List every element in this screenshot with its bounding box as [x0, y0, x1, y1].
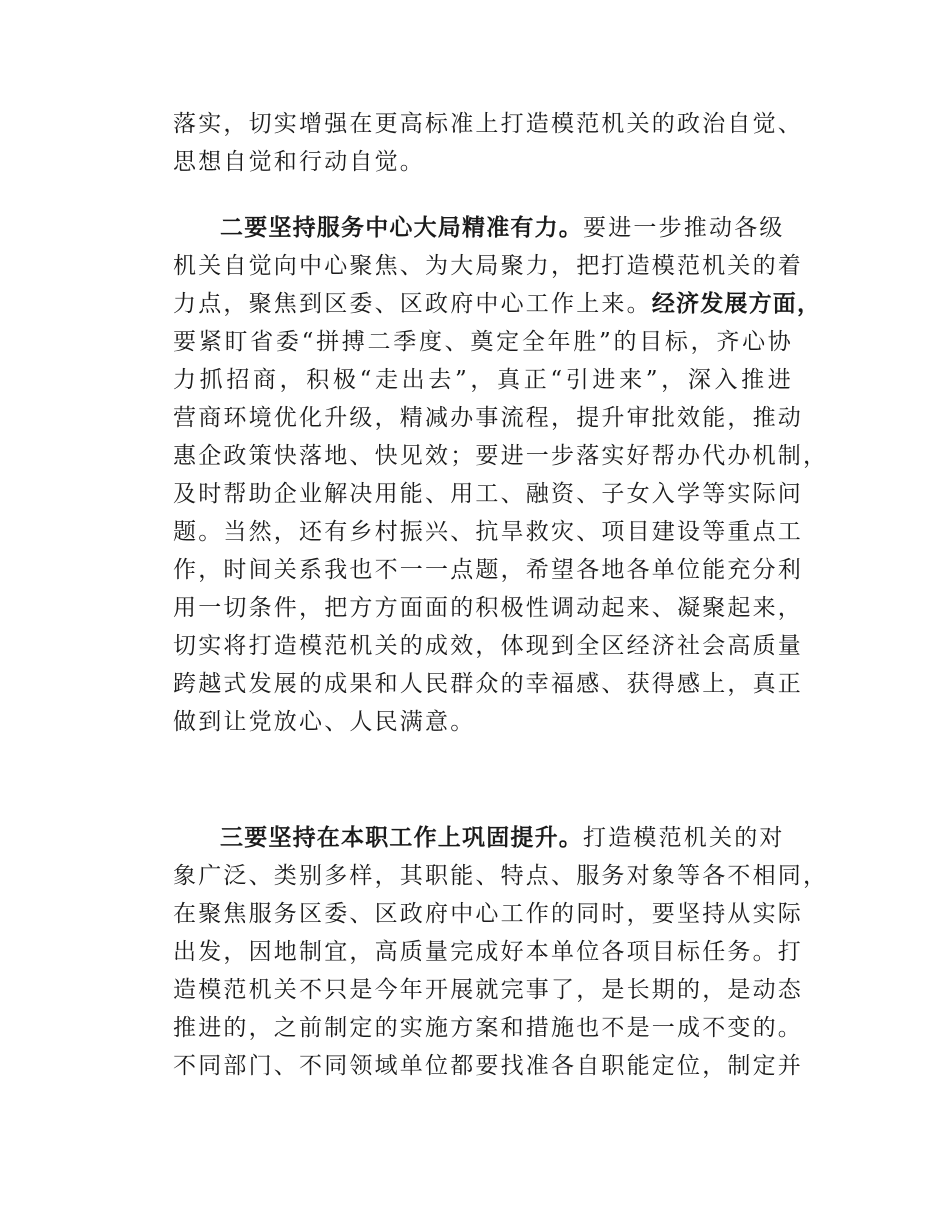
text-line: 题。当然，还有乡村振兴、抗旱救灾、项目建设等重点工: [173, 519, 803, 545]
text-line: 营商环境优化升级，精减办事流程，提升审批效能，推动: [173, 405, 803, 431]
text-run: 要进一步推动各级: [583, 215, 785, 241]
text-line: 思想自觉和行动自觉。: [173, 149, 425, 175]
text-line: 作，时间关系我也不一一点题，希望各地各单位能充分利: [173, 557, 803, 583]
text-line: 落实，切实增强在更高标准上打造模范机关的政治自觉、: [173, 111, 803, 137]
text-line: 出发，因地制宜，高质量完成好本单位各项目标任务。打: [173, 939, 803, 965]
text-line: 做到让党放心、人民满意。: [173, 709, 476, 735]
text-line: 在聚焦服务区委、区政府中心工作的同时，要坚持从实际: [173, 901, 803, 927]
text-line: [173, 819, 793, 857]
text-line: 及时帮助企业解决用能、用工、融资、子女入学等实际问: [173, 481, 803, 507]
text-line: 要紧盯省委“拼搏二季度、奠定全年胜”的目标，齐心协: [173, 329, 793, 355]
text-line: 力抓招商，积极“走出去”，真正“引进来”，深入推进: [173, 367, 793, 393]
text-run: 力点，聚焦到区委、区政府中心工作上来。: [173, 291, 652, 317]
paragraph-1: [173, 105, 803, 181]
text-line: 跨越式发展的成果和人民群众的幸福感、获得感上，真正: [173, 671, 803, 697]
text-run: 打造模范机关的对: [583, 825, 785, 851]
text-line: 机关自觉向中心聚焦、为大局聚力，把打造模范机关的着: [173, 253, 803, 279]
paragraph-heading: 三要坚持在本职工作上巩固提升。: [220, 825, 583, 851]
text-line: 用一切条件，把方方面面的积极性调动起来、凝聚起来，: [173, 595, 803, 621]
paragraph-2: [173, 209, 829, 741]
inline-heading: 经济发展方面，: [651, 291, 822, 317]
text-line: 推进的，之前制定的实施方案和措施也不是一成不变的。: [173, 1015, 803, 1041]
text-line: 象广泛、类别多样，其职能、特点、服务对象等各不相同，: [173, 863, 829, 889]
text-line: [173, 285, 822, 323]
paragraph-3: [173, 819, 829, 1085]
paragraph-heading: 二要坚持服务中心大局精准有力。: [220, 215, 583, 241]
text-line: 切实将打造模范机关的成效，体现到全区经济社会高质量: [173, 633, 803, 659]
text-line: 造模范机关不只是今年开展就完事了，是长期的，是动态: [173, 977, 803, 1003]
text-line: [173, 209, 793, 247]
text-line: 不同部门、不同领域单位都要找准各自职能定位，制定并: [173, 1053, 803, 1079]
text-line: 惠企政策快落地、快见效；要进一步落实好帮办代办机制，: [173, 443, 829, 469]
